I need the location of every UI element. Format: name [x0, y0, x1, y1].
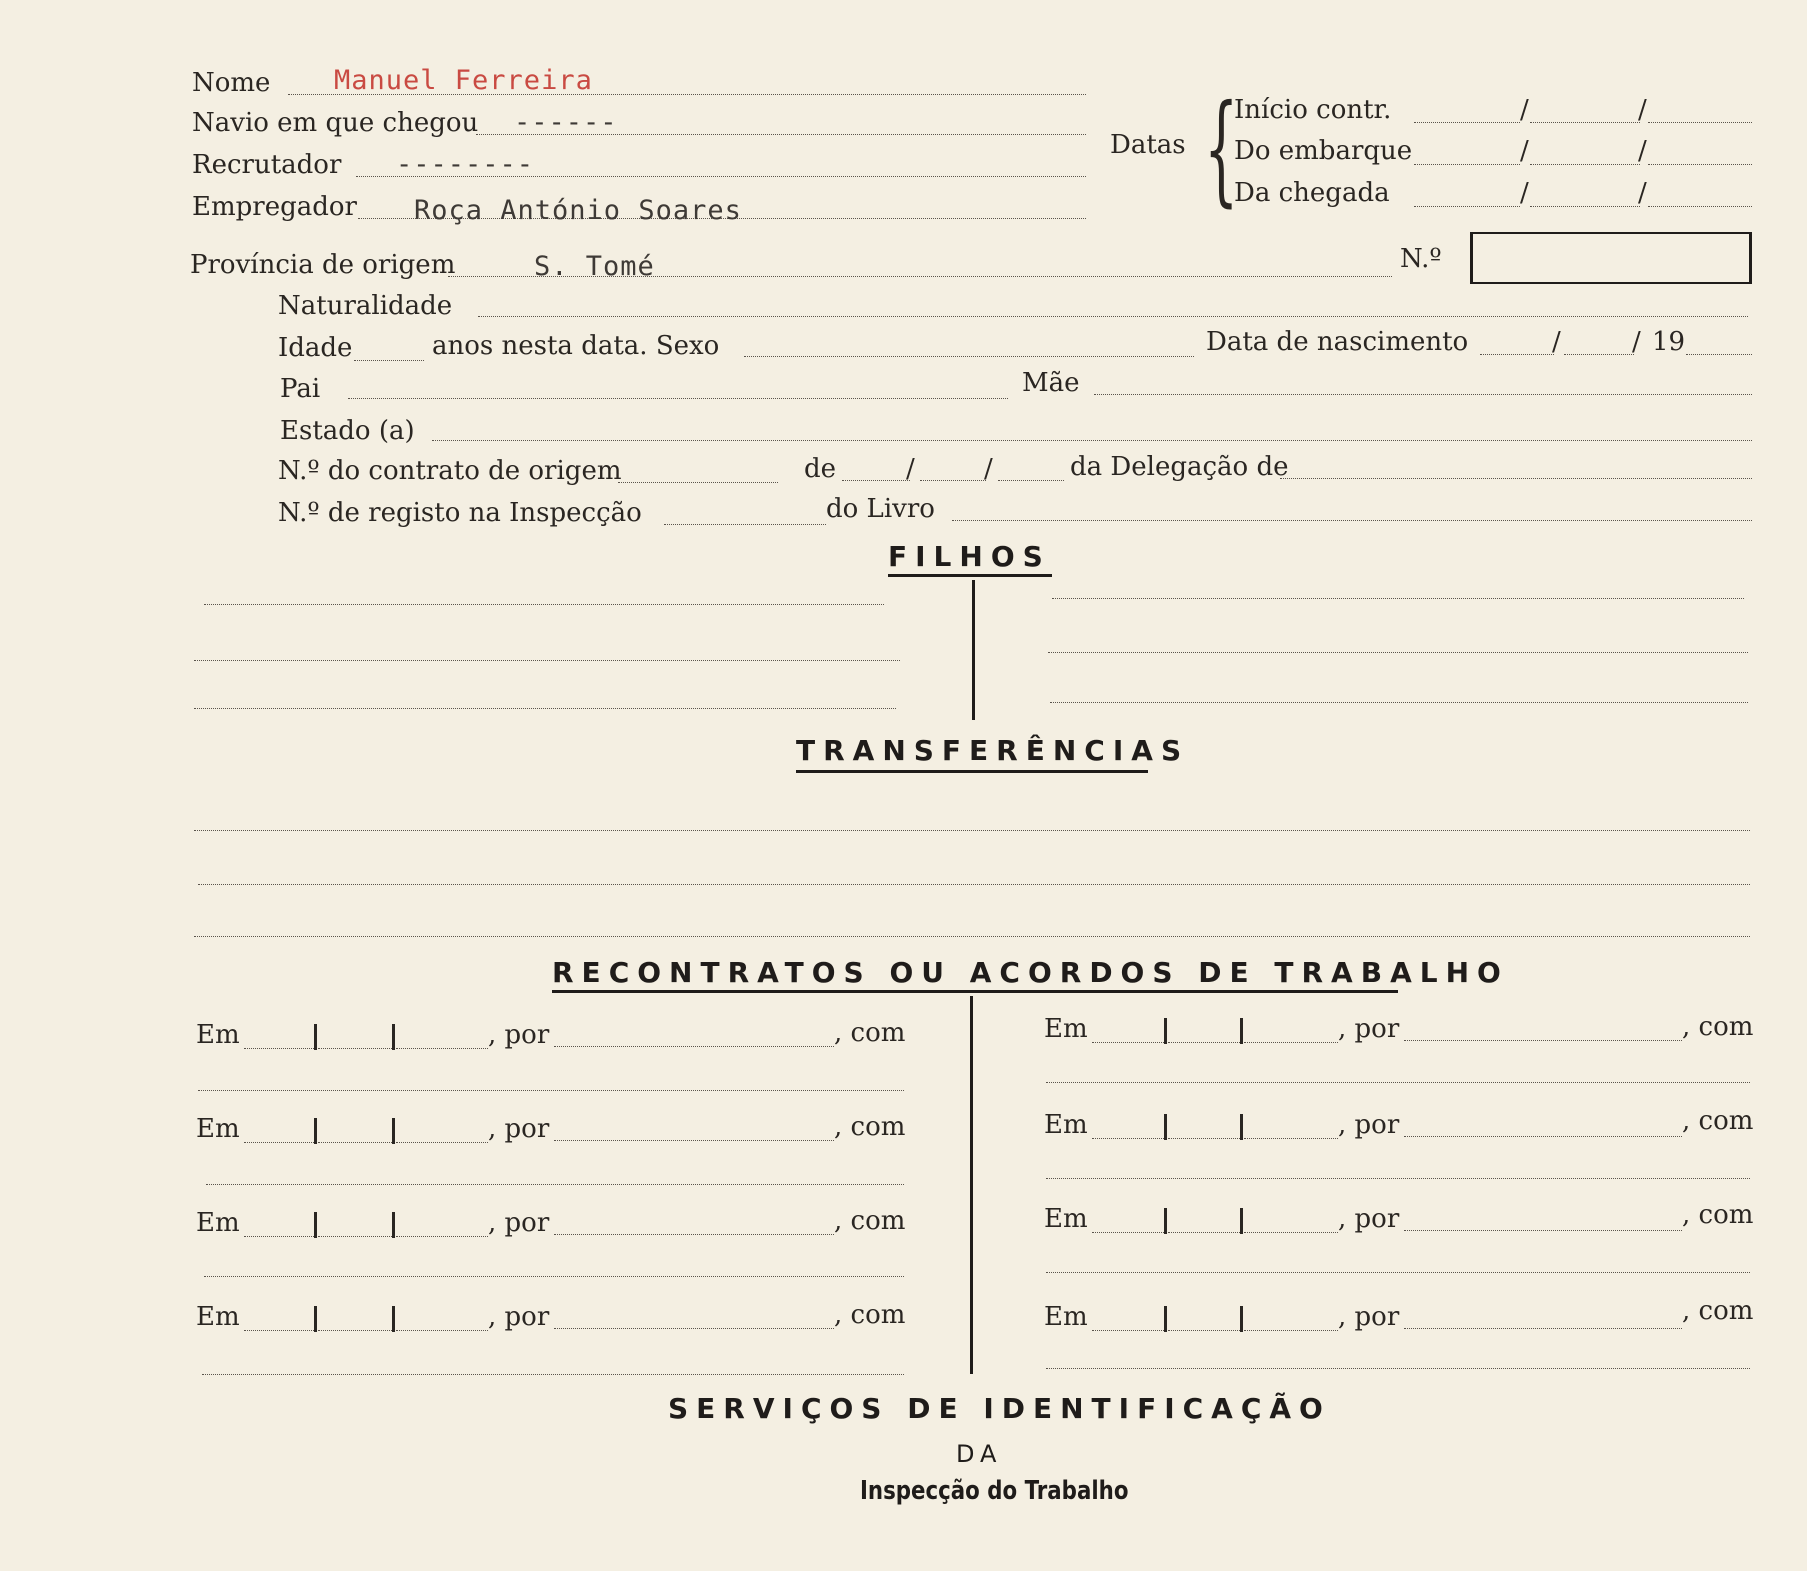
em-label: Em [196, 1114, 240, 1144]
chegada-label: Da chegada [1234, 178, 1390, 208]
inicio-year-line [1648, 122, 1752, 123]
mae-label: Mãe [1022, 368, 1080, 398]
em-month-line [318, 1330, 392, 1331]
recrutador-label: Recrutador [192, 150, 342, 180]
livro-label: do Livro [826, 494, 935, 524]
por-field-line [1404, 1230, 1682, 1231]
em-year-line [396, 1048, 488, 1049]
nascimento-slash-2: / [1632, 327, 1641, 357]
em-day-line [244, 1142, 314, 1143]
delegacao-label: da Delegação de [1070, 452, 1289, 482]
continuation-line [1046, 1272, 1750, 1273]
filhos-left-line-1 [204, 604, 884, 605]
date-bar [1164, 1306, 1167, 1332]
por-field-line [1404, 1040, 1682, 1041]
provincia-label: Província de origem [190, 250, 456, 280]
por-field-line [554, 1046, 834, 1047]
contrato-slash-2: / [984, 454, 993, 484]
em-year-line [396, 1236, 488, 1237]
contrato-de-label: de [804, 454, 837, 484]
recrutador-value: -------- [396, 149, 535, 180]
chegada-day-line [1414, 206, 1520, 207]
date-bar [392, 1306, 395, 1332]
por-field-line [554, 1328, 834, 1329]
pai-label: Pai [280, 374, 321, 404]
navio-label: Navio em que chegou [192, 108, 479, 138]
em-day-line [1092, 1232, 1164, 1233]
idade-label: Idade [278, 333, 353, 363]
continuation-line [206, 1184, 904, 1185]
date-bar [392, 1212, 395, 1238]
em-year-line [396, 1142, 488, 1143]
transferencias-line-2 [198, 884, 1750, 885]
footer-title: SERVIÇOS DE IDENTIFICAÇÃO [668, 1392, 1331, 1425]
recontratos-heading: RECONTRATOS OU ACORDOS DE TRABALHO [552, 956, 1509, 989]
em-label: Em [1044, 1014, 1088, 1044]
transferencias-line-1 [194, 830, 1750, 831]
por-label: , por [1338, 1014, 1400, 1044]
nascimento-year-line [1686, 354, 1752, 355]
embarque-day-line [1414, 164, 1520, 165]
com-label: , com [1682, 1296, 1754, 1326]
por-label: , por [488, 1114, 550, 1144]
date-bar [1164, 1018, 1167, 1044]
datas-brace: { [1204, 80, 1239, 219]
filhos-underline [888, 574, 1052, 577]
navio-value: ------ [514, 107, 618, 138]
em-label: Em [196, 1020, 240, 1050]
mae-field-line [1094, 394, 1752, 395]
embarque-slash-1: / [1520, 136, 1529, 166]
filhos-left-line-2 [194, 660, 900, 661]
continuation-line [1046, 1368, 1750, 1369]
inicio-slash-1: / [1520, 95, 1529, 125]
embarque-slash-2: / [1638, 136, 1647, 166]
com-label: , com [1682, 1106, 1754, 1136]
em-day-line [244, 1330, 314, 1331]
em-year-line [1244, 1232, 1338, 1233]
transferencias-heading: TRANSFERÊNCIAS [796, 734, 1190, 767]
transferencias-underline [796, 770, 1148, 773]
em-year-line [1244, 1042, 1338, 1043]
por-label: , por [488, 1020, 550, 1050]
date-bar [392, 1024, 395, 1050]
em-day-line [244, 1236, 314, 1237]
em-day-line [1092, 1042, 1164, 1043]
com-label: , com [834, 1112, 906, 1142]
filhos-left-line-3 [194, 708, 896, 709]
em-month-line [318, 1142, 392, 1143]
date-bar [1240, 1018, 1243, 1044]
date-bar [314, 1306, 317, 1332]
por-field-line [554, 1234, 834, 1235]
provincia-value: S. Tomé [534, 251, 655, 282]
continuation-line [1046, 1178, 1750, 1179]
date-bar [1164, 1208, 1167, 1234]
em-month-line [318, 1236, 392, 1237]
continuation-line [204, 1276, 904, 1277]
por-label: , por [1338, 1302, 1400, 1332]
empregador-value: Roça António Soares [414, 195, 742, 226]
por-label: , por [1338, 1204, 1400, 1234]
transferencias-line-3 [194, 936, 1750, 937]
contrato-field-line [618, 482, 778, 483]
chegada-month-line [1530, 206, 1640, 207]
filhos-right-line-3 [1050, 702, 1748, 703]
em-year-line [1244, 1330, 1338, 1331]
em-day-line [1092, 1138, 1164, 1139]
anos-sexo-label: anos nesta data. Sexo [432, 331, 720, 361]
em-month-line [318, 1048, 392, 1049]
contrato-month-line [920, 480, 986, 481]
inicio-day-line [1414, 122, 1520, 123]
com-label: , com [1682, 1012, 1754, 1042]
inicio-slash-2: / [1638, 95, 1647, 125]
filhos-divider [972, 580, 975, 720]
com-label: , com [834, 1300, 906, 1330]
por-label: , por [488, 1302, 550, 1332]
com-label: , com [834, 1206, 906, 1236]
date-bar [1240, 1208, 1243, 1234]
naturalidade-field-line [478, 316, 1748, 317]
footer-da: DA [956, 1440, 1003, 1468]
recontratos-divider [970, 996, 973, 1374]
continuation-line [202, 1374, 904, 1375]
embarque-label: Do embarque [1234, 136, 1413, 166]
nascimento-label: Data de nascimento [1206, 327, 1469, 357]
nascimento-day-line [1480, 354, 1554, 355]
nascimento-month-line [1564, 354, 1634, 355]
em-year-line [396, 1330, 488, 1331]
pai-field-line [348, 398, 1008, 399]
com-label: , com [834, 1018, 906, 1048]
com-label: , com [1682, 1200, 1754, 1230]
em-label: Em [196, 1302, 240, 1332]
chegada-slash-1: / [1520, 178, 1529, 208]
registo-label: N.º de registo na Inspecção [278, 498, 642, 528]
inicio-label: Início contr. [1234, 95, 1392, 125]
delegacao-field-line [1280, 478, 1752, 479]
contrato-day-line [842, 480, 910, 481]
por-field-line [1404, 1136, 1682, 1137]
continuation-line [1046, 1082, 1750, 1083]
estado-label: Estado (a) [280, 416, 415, 446]
footer-inspeccao: Inspecção do Trabalho [860, 1476, 1129, 1506]
filhos-right-line-2 [1048, 652, 1748, 653]
filhos-right-line-1 [1052, 598, 1744, 599]
nome-label: Nome [192, 68, 271, 98]
em-month-line [1168, 1138, 1240, 1139]
em-label: Em [196, 1208, 240, 1238]
contrato-slash-1: / [906, 454, 915, 484]
em-label: Em [1044, 1302, 1088, 1332]
estado-field-line [432, 440, 1752, 441]
em-month-line [1168, 1330, 1240, 1331]
empregador-label: Empregador [192, 192, 357, 222]
nascimento-slash-1: / [1552, 327, 1561, 357]
por-field-line [1404, 1328, 1682, 1329]
datas-label: Datas [1110, 130, 1186, 160]
embarque-year-line [1648, 164, 1752, 165]
filhos-heading: FILHOS [888, 540, 1051, 573]
chegada-year-line [1648, 206, 1752, 207]
date-bar [314, 1118, 317, 1144]
registo-field-line [664, 524, 826, 525]
em-year-line [1244, 1138, 1338, 1139]
nome-value: Manuel Ferreira [334, 65, 593, 96]
em-day-line [1092, 1330, 1164, 1331]
date-bar [392, 1118, 395, 1144]
chegada-slash-2: / [1638, 178, 1647, 208]
recontratos-underline [552, 990, 1398, 993]
contrato-year-line [998, 480, 1064, 481]
sexo-field-line [744, 356, 1194, 357]
por-field-line [554, 1140, 834, 1141]
nascimento-year: 19 [1652, 327, 1686, 357]
em-label: Em [1044, 1110, 1088, 1140]
date-bar [314, 1024, 317, 1050]
em-day-line [244, 1048, 314, 1049]
date-bar [1164, 1114, 1167, 1140]
livro-field-line [952, 520, 1752, 521]
embarque-month-line [1530, 164, 1640, 165]
date-bar [314, 1212, 317, 1238]
date-bar [1240, 1114, 1243, 1140]
numero-box[interactable] [1470, 232, 1752, 284]
date-bar [1240, 1306, 1243, 1332]
por-label: , por [1338, 1110, 1400, 1140]
inicio-month-line [1530, 122, 1640, 123]
continuation-line [198, 1090, 904, 1091]
em-month-line [1168, 1042, 1240, 1043]
em-month-line [1168, 1232, 1240, 1233]
por-label: , por [488, 1208, 550, 1238]
contrato-label: N.º do contrato de origem [278, 456, 622, 486]
idade-field-line [354, 360, 424, 361]
naturalidade-label: Naturalidade [278, 291, 453, 321]
em-label: Em [1044, 1204, 1088, 1234]
numero-label: N.º [1400, 244, 1442, 274]
